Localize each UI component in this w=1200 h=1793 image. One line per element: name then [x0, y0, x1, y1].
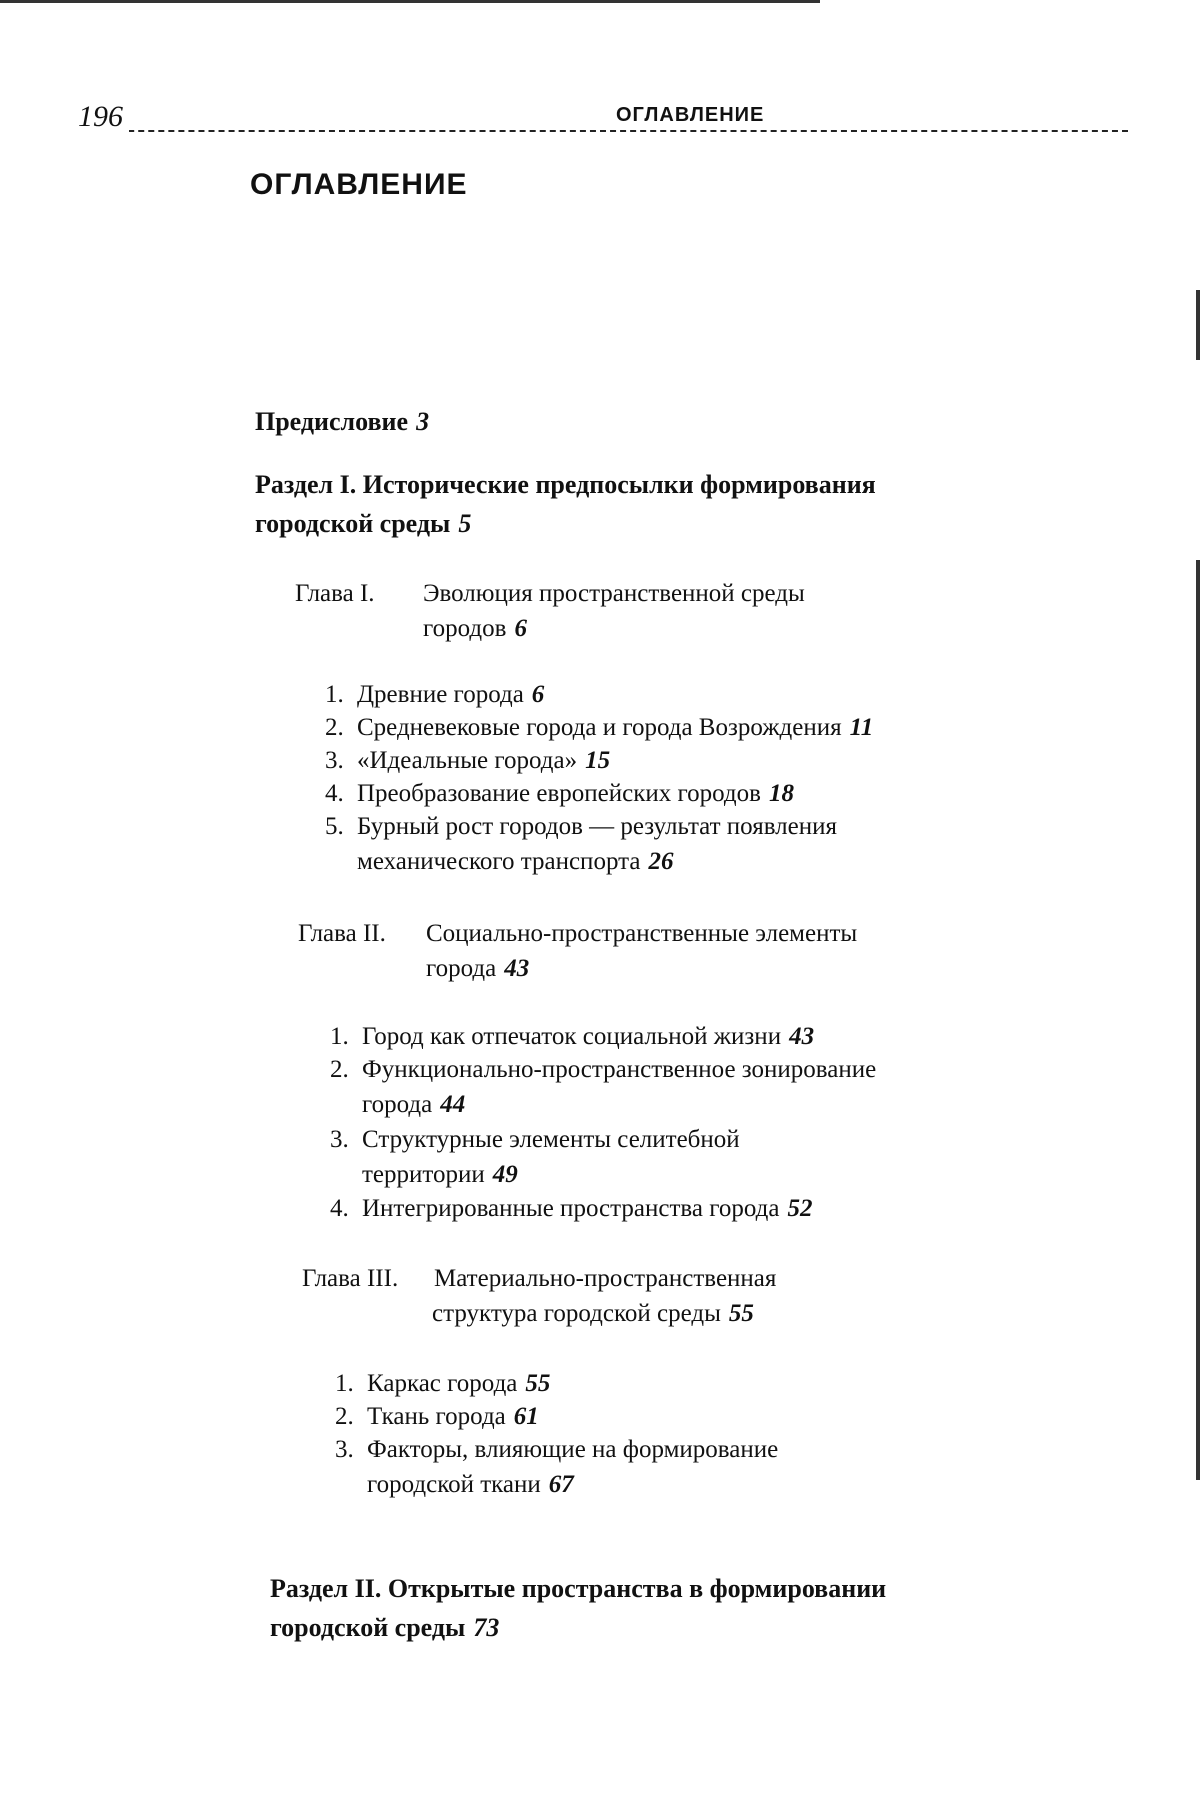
item-text: Город как отпечаток социальной жизни [362, 1023, 782, 1050]
toc-item-cont [362, 1088, 465, 1122]
item-number: 2. [325, 714, 344, 741]
toc-page-number: 49 [492, 1161, 518, 1188]
toc-page-number: 26 [648, 848, 674, 875]
page-title: ОГЛАВЛЕНИЕ [250, 168, 468, 201]
toc-page-number: 44 [440, 1091, 466, 1118]
toc-page-number: 61 [513, 1403, 539, 1430]
item-number: 2. [335, 1403, 354, 1430]
toc-entry-preface [255, 405, 429, 439]
toc-item [325, 744, 610, 778]
toc-item-cont [367, 1468, 574, 1502]
item-text-cont: городской ткани [367, 1471, 541, 1498]
toc-page-number: 67 [548, 1471, 574, 1498]
toc-item [325, 678, 544, 712]
toc-item [335, 1433, 778, 1467]
header-rule [78, 130, 1128, 132]
toc-page-number: 43 [504, 955, 530, 982]
toc-page-number: 3 [416, 407, 430, 436]
toc-chapter-3 [302, 1262, 777, 1296]
toc-item [330, 1020, 814, 1054]
toc-page-number: 5 [458, 509, 472, 538]
item-number: 1. [325, 681, 344, 708]
item-number: 3. [330, 1126, 349, 1153]
chapter-title-cont: структура городской среды [432, 1300, 721, 1327]
item-text-cont: территории [362, 1161, 485, 1188]
toc-chapter-2 [298, 917, 858, 951]
toc-section-1-line2 [255, 507, 471, 541]
item-text: Преобразование европейских городов [357, 780, 761, 807]
toc-page-number: 6 [531, 681, 545, 708]
chapter-label: Глава II. [298, 920, 386, 947]
toc-chapter-3-cont [432, 1297, 754, 1331]
toc-chapter-1 [295, 577, 805, 611]
chapter-title-cont: городов [423, 615, 507, 642]
scan-edge-mark [1196, 560, 1200, 1480]
scan-edge-mark [1196, 290, 1200, 360]
item-text: Функционально-пространственное зонирование [362, 1056, 877, 1083]
item-number: 2. [330, 1056, 349, 1083]
item-text: Ткань города [367, 1403, 506, 1430]
toc-item [325, 711, 873, 745]
toc-item [330, 1053, 876, 1087]
toc-page-number: 43 [789, 1023, 815, 1050]
toc-page-number: 18 [768, 780, 794, 807]
toc-item [330, 1123, 740, 1157]
toc-page-number: 15 [585, 747, 611, 774]
item-number: 1. [330, 1023, 349, 1050]
toc-chapter-2-cont [426, 952, 529, 986]
item-number: 3. [325, 747, 344, 774]
item-text: Средневековые города и города Возрождения [357, 714, 842, 741]
chapter-label: Глава III. [302, 1265, 399, 1292]
item-text-cont: механического транспорта [357, 848, 641, 875]
toc-item [325, 777, 794, 811]
toc-page-number: 73 [473, 1613, 500, 1642]
toc-section-1-line1: Раздел I. Исторические предпосылки формирования [255, 470, 876, 499]
toc-item-cont [357, 845, 673, 879]
item-text: Бурный рост городов — результат появления [357, 813, 838, 840]
item-text: Каркас города [367, 1370, 518, 1397]
toc-entry-text: городской среды [255, 509, 451, 538]
chapter-title: Социально-пространственные элементы [426, 920, 858, 947]
item-number: 4. [325, 780, 344, 807]
item-number: 1. [335, 1370, 354, 1397]
toc-item-cont [362, 1158, 518, 1192]
item-text: «Идеальные города» [357, 747, 578, 774]
toc-item [335, 1367, 550, 1401]
item-number: 5. [325, 813, 344, 840]
chapter-title-cont: города [426, 955, 497, 982]
item-text: Интегрированные пространства города [362, 1195, 780, 1222]
toc-item [335, 1400, 539, 1434]
scan-top-rule [0, 0, 820, 3]
toc-item [330, 1192, 812, 1226]
toc-section-2-line2 [270, 1611, 499, 1645]
chapter-label: Глава I. [295, 580, 375, 607]
toc-page-number: 55 [728, 1300, 754, 1327]
toc-entry-text: городской среды [270, 1613, 466, 1642]
item-text: Древние города [357, 681, 524, 708]
toc-entry-text: Предисловие [255, 407, 409, 436]
toc-page-number: 52 [787, 1195, 813, 1222]
running-title: ОГЛАВЛЕНИЕ [608, 104, 772, 127]
toc-chapter-1-cont [423, 612, 527, 646]
item-text-cont: города [362, 1091, 433, 1118]
page-number: 196 [78, 100, 129, 134]
item-number: 3. [335, 1436, 354, 1463]
toc-page-number: 55 [525, 1370, 551, 1397]
toc-page-number: 11 [849, 714, 874, 741]
toc-section-2-line1: Раздел II. Открытые пространства в формировании [270, 1574, 887, 1603]
item-text: Факторы, влияющие на формирование [367, 1436, 779, 1463]
item-text: Структурные элементы селитебной [362, 1126, 740, 1153]
toc-item [325, 810, 837, 844]
toc-page-number: 6 [514, 615, 527, 642]
chapter-title: Материально-пространственная [434, 1265, 777, 1292]
chapter-title: Эволюция пространственной среды [423, 580, 805, 607]
item-number: 4. [330, 1195, 349, 1222]
running-header [78, 100, 1128, 140]
